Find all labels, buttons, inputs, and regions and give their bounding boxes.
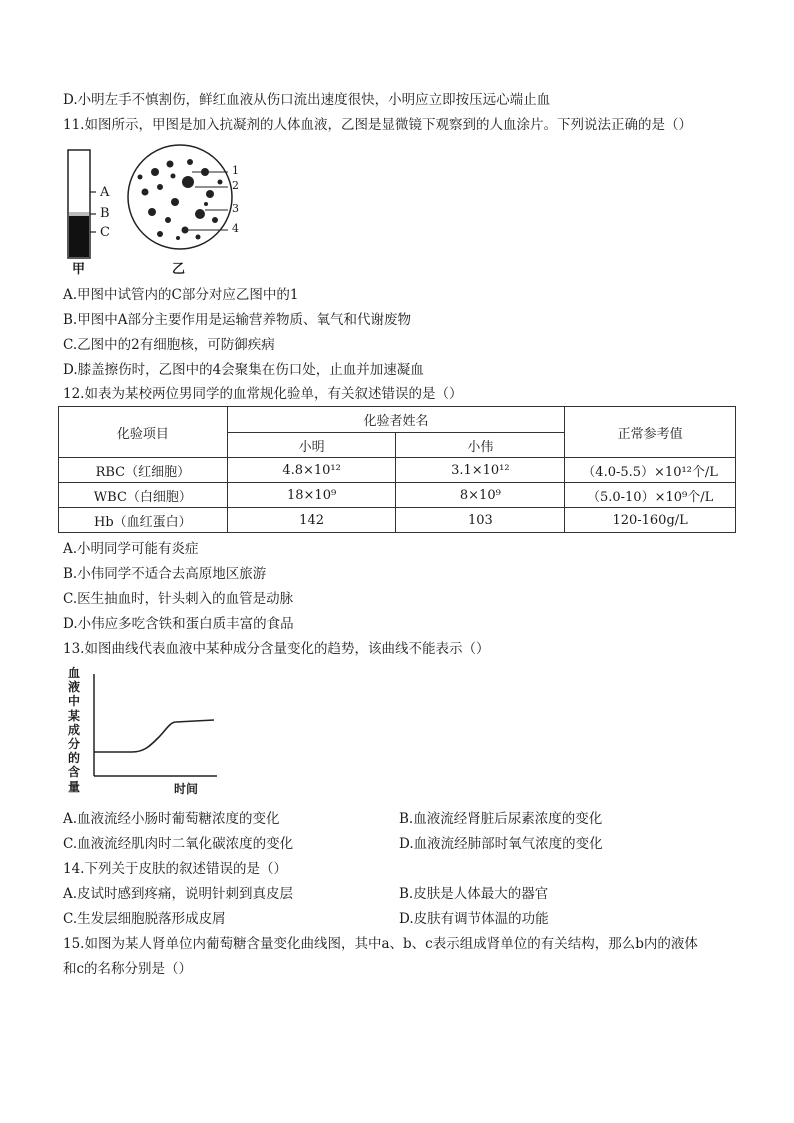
table-row	[59, 483, 736, 508]
figure-11	[60, 142, 250, 277]
q11-option-b: B.甲图中A部分主要作用是运输营养物质、氧气和代谢废物	[63, 312, 411, 328]
table-row	[59, 508, 736, 533]
ylabel-char: 中	[67, 694, 80, 709]
ylabel-char: 量	[67, 779, 80, 794]
row-ref: （5.0-10）×10⁹个/L	[565, 483, 736, 508]
header-person2: 小伟	[396, 433, 565, 458]
q11-option-c: C.乙图中的2有细胞核，可防御疾病	[63, 337, 275, 353]
figure-13	[62, 666, 232, 804]
q14-stem: 14.下列关于皮肤的叙述错误的是（）	[63, 861, 287, 877]
smear-label-3: 3	[232, 202, 239, 215]
tube-label-c: C	[100, 225, 110, 240]
q13-stem: 13.如图曲线代表血液中某种成分含量变化的趋势，该曲线不能表示（）	[63, 641, 490, 657]
q13-option-b: B.血液流经肾脏后尿素浓度的变化	[399, 811, 603, 827]
q12-option-a: A.小明同学可能有炎症	[63, 541, 199, 557]
q14-option-c: C.生发层细胞脱落形成皮屑	[63, 911, 226, 927]
table-row	[59, 458, 736, 483]
q12-option-b: B.小伟同学不适合去高原地区旅游	[63, 566, 267, 582]
header-item: 化验项目	[59, 407, 228, 458]
row-p1: 142	[227, 508, 396, 533]
q15-stem-continued: 和c的名称分别是（）	[63, 961, 193, 977]
trend-curve	[94, 720, 214, 752]
row-item: RBC（红细胞）	[59, 458, 228, 483]
q12-option-d: D.小伟应多吃含铁和蛋白质丰富的食品	[63, 616, 294, 632]
q11-stem: 11.如图所示，甲图是加入抗凝剂的人体血液，乙图是显微镜下观察到的人血涂片。下列说法正确的是（）	[63, 117, 692, 133]
q11-option-a: A.甲图中试管内的C部分对应乙图中的1	[63, 287, 299, 303]
q14-option-b: B.皮肤是人体最大的器官	[399, 886, 549, 902]
row-p1: 4.8×10¹²	[227, 458, 396, 483]
blood-smear	[128, 145, 232, 249]
q11-option-d: D.膝盖擦伤时，乙图中的4会聚集在伤口处，止血并加速凝血	[63, 362, 424, 378]
q15-stem: 15.如图为某人肾单位内葡萄糖含量变化曲线图，其中a、b、c表示组成肾单位的有关结构，那么b内的液体	[63, 936, 698, 952]
q12-option-c: C.医生抽血时，针头刺入的血管是动脉	[63, 591, 294, 607]
row-item: Hb（血红蛋白）	[59, 508, 228, 533]
ylabel-char: 含	[67, 765, 80, 780]
q10-option-d: D.小明左手不慎割伤，鲜红血液从伤口流出速度很快，小明应立即按压远心端止血	[63, 92, 551, 108]
row-p2: 3.1×10¹²	[396, 458, 565, 483]
q13-option-d: D.血液流经肺部时氧气浓度的变化	[399, 836, 603, 852]
row-p2: 8×10⁹	[396, 483, 565, 508]
header-name: 化验者姓名	[227, 407, 565, 433]
row-p1: 18×10⁹	[227, 483, 396, 508]
q14-option-d: D.皮肤有调节体温的功能	[399, 911, 549, 927]
ylabel-char: 成	[67, 722, 80, 737]
smear-label-2: 2	[232, 179, 239, 192]
header-ref: 正常参考值	[565, 407, 736, 458]
figure-11-svg	[60, 142, 250, 277]
q13-option-a: A.血液流经小肠时葡萄糖浓度的变化	[63, 811, 280, 827]
blood-test-table	[58, 406, 736, 533]
smear-caption: 乙	[172, 262, 186, 277]
ylabel-char: 液	[67, 680, 80, 695]
header-person1: 小明	[227, 433, 396, 458]
row-p2: 103	[396, 508, 565, 533]
row-item: WBC（白细胞）	[59, 483, 228, 508]
ylabel-char: 血	[67, 666, 80, 680]
q13-option-c: C.血液流经肌肉时二氧化碳浓度的变化	[63, 836, 294, 852]
smear-label-1: 1	[232, 164, 239, 177]
row-ref: 120-160g/L	[565, 508, 736, 533]
test-tube	[68, 150, 96, 258]
figure-13-xlabel: 时间	[174, 782, 199, 796]
tube-label-a: A	[100, 185, 110, 200]
q12-stem: 12.如表为某校两位男同学的血常规化验单，有关叙述错误的是（）	[63, 386, 463, 402]
smear-label-4: 4	[232, 222, 239, 235]
ylabel-char: 某	[67, 708, 80, 723]
q14-option-a: A.皮试时感到疼痛，说明针刺到真皮层	[63, 886, 294, 902]
tube-label-b: B	[100, 206, 110, 221]
ylabel-char: 的	[67, 751, 80, 766]
tube-caption: 甲	[72, 262, 86, 277]
figure-13-svg	[62, 666, 232, 804]
row-ref: （4.0-5.5）×10¹²个/L	[565, 458, 736, 483]
ylabel-char: 分	[67, 737, 80, 752]
